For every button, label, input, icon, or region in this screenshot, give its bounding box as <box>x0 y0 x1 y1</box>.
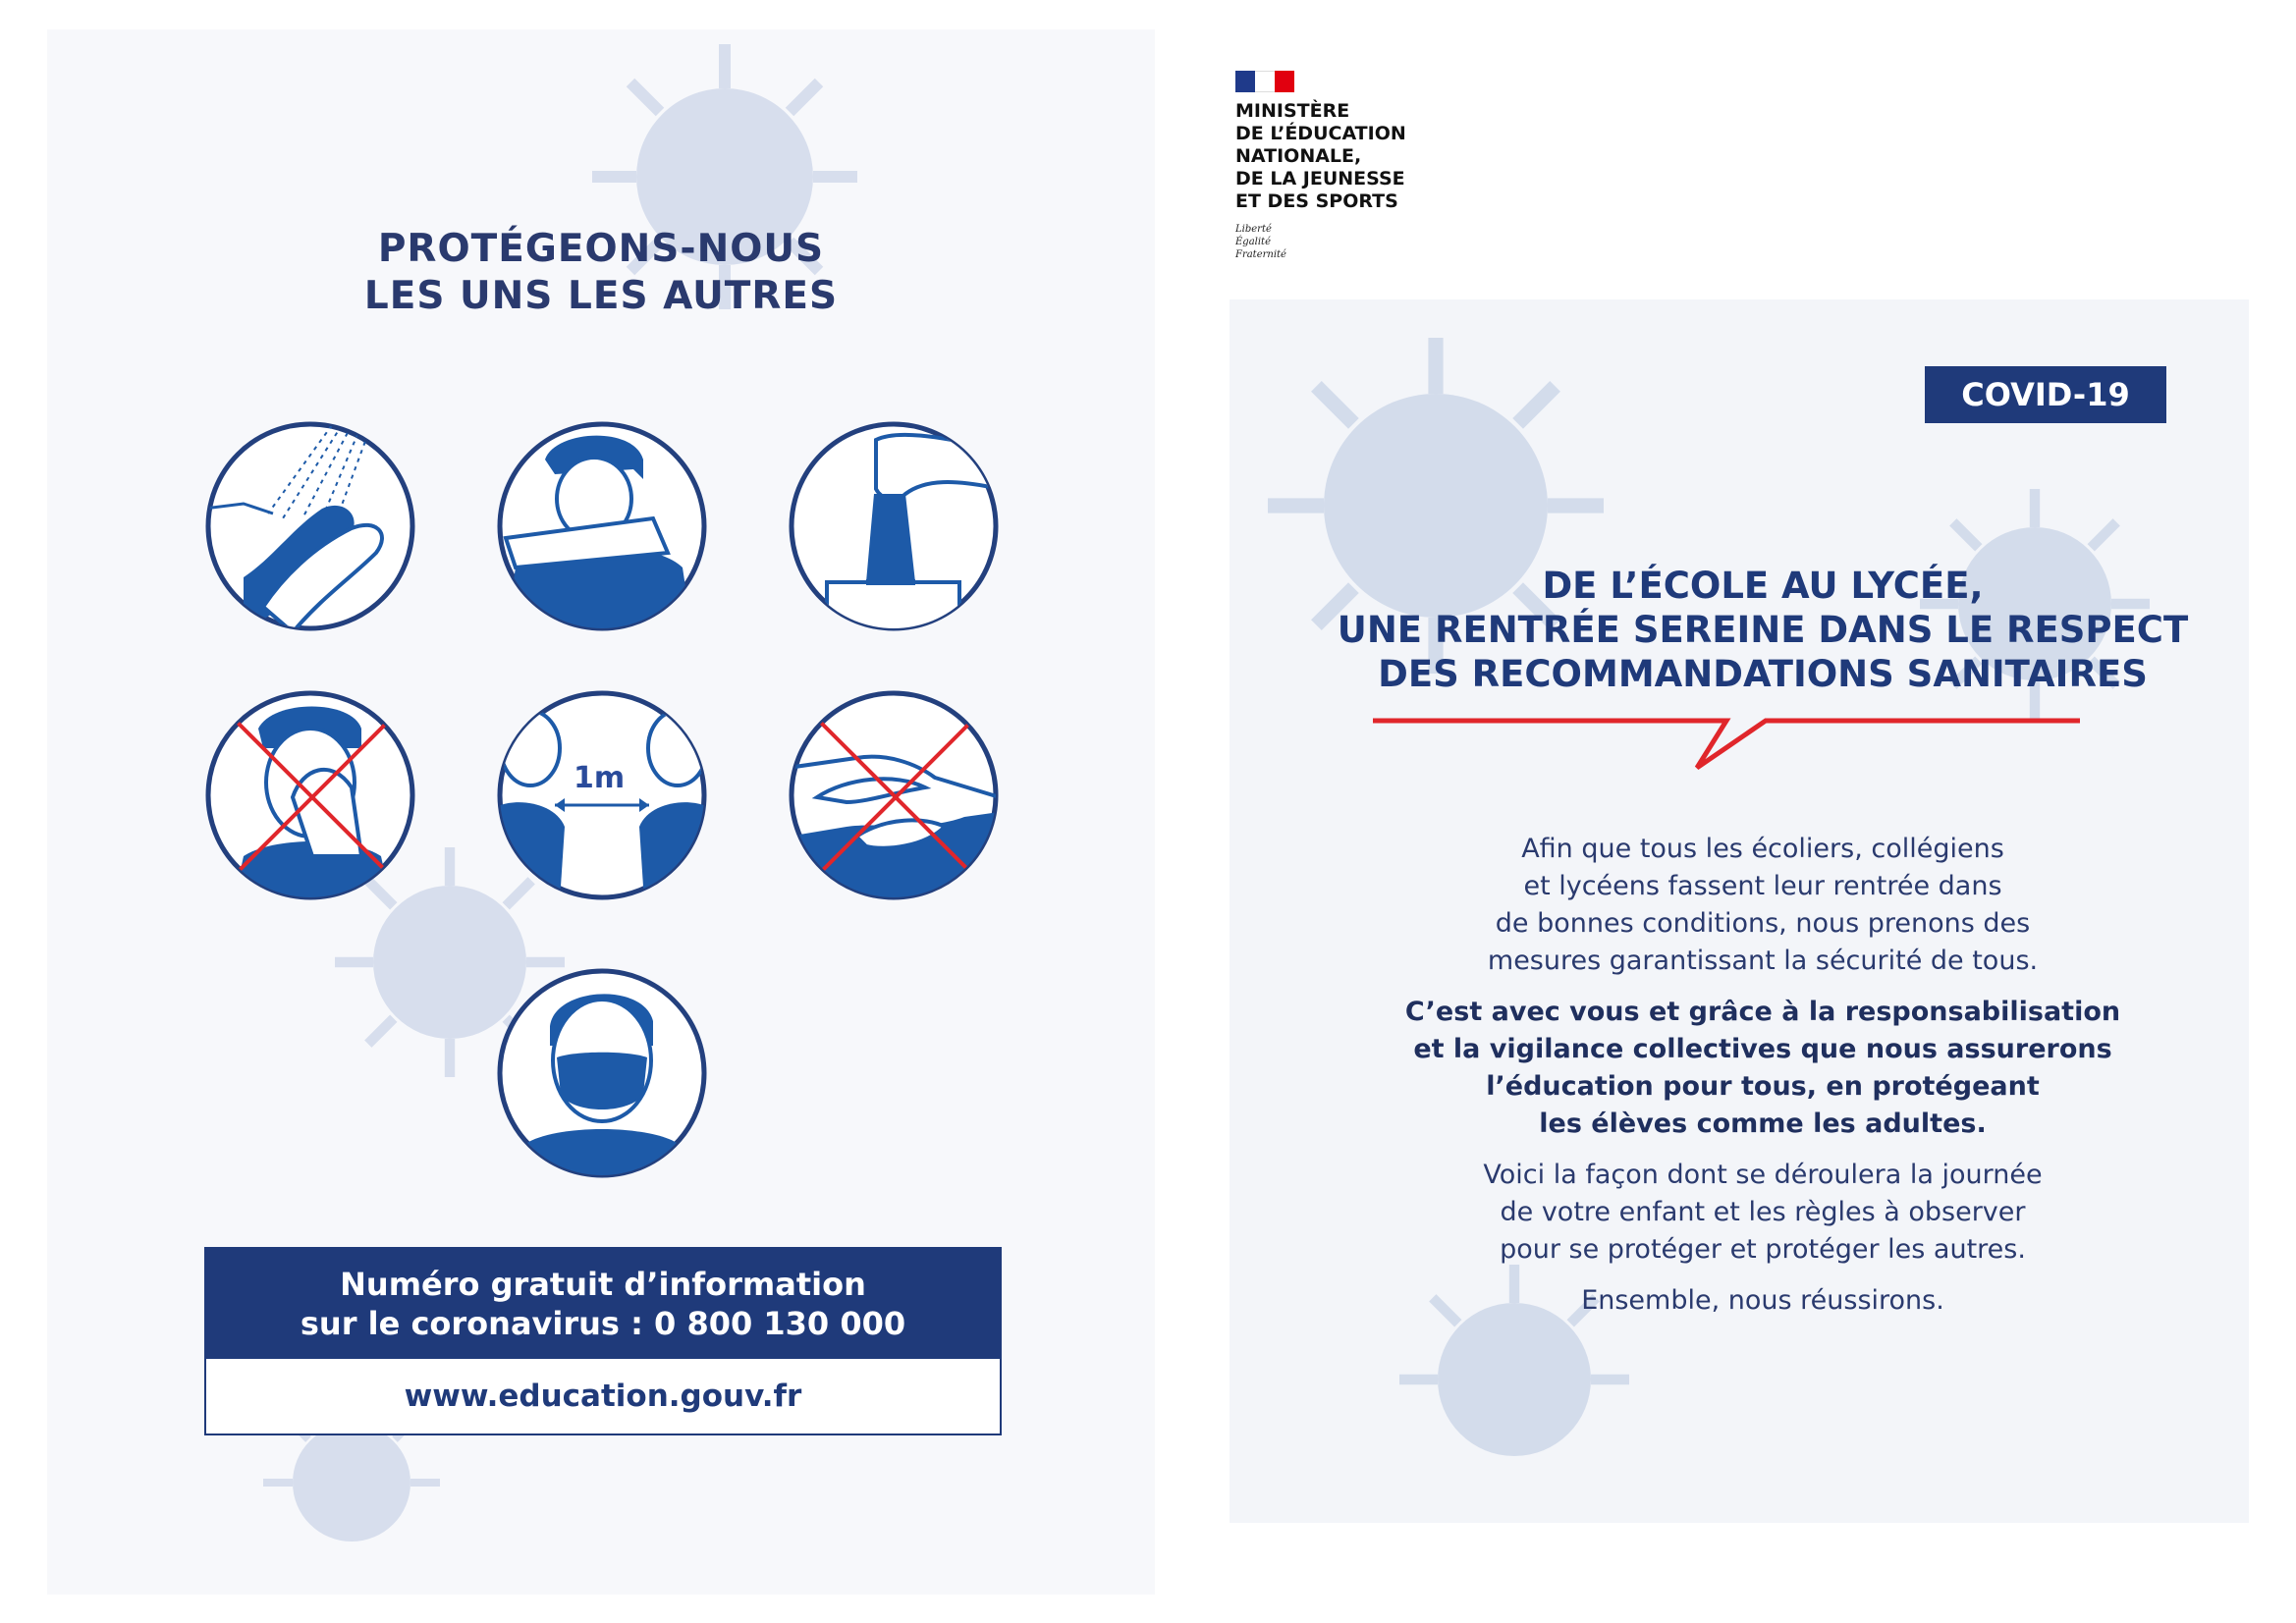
text-line: C’est avec vous et grâce à la responsabilisation <box>1404 997 2121 1027</box>
hand-washing-picto <box>204 420 416 632</box>
text-line: Afin que tous les écoliers, collégiens <box>1521 834 2004 864</box>
speech-bubble-underline <box>1373 711 2080 772</box>
ministry-line: MINISTÈRE <box>1235 100 1350 122</box>
hotline-line: Numéro gratuit d’information <box>340 1266 866 1303</box>
explanation-paragraph <box>1306 1157 2219 1269</box>
distance-label: 1m <box>574 761 626 795</box>
text-line: Voici la façon dont se déroulera la journée <box>1483 1160 2043 1190</box>
ministry-line: DE LA JEUNESSE <box>1235 168 1405 189</box>
ministry-line: ET DES SPORTS <box>1235 190 1398 212</box>
motto-line: Liberté <box>1235 224 1272 235</box>
emphasis-paragraph <box>1306 994 2219 1143</box>
text-line: pour se protéger et protéger les autres. <box>1500 1234 2026 1265</box>
text-line: mesures garantissant la sécurité de tous. <box>1487 946 2039 976</box>
no-face-touching-picto <box>204 689 416 901</box>
ministry-line: NATIONALE, <box>1235 145 1362 167</box>
left-title-line: PROTÉGEONS-NOUS <box>377 227 825 271</box>
info-box <box>204 1247 1002 1435</box>
text-line: et la vigilance collectives que nous assurerons <box>1413 1034 2112 1064</box>
closing-paragraph <box>1306 1282 2219 1320</box>
body-text <box>1306 831 2219 1333</box>
face-mask-icon <box>496 967 708 1179</box>
no-handshake-icon <box>788 689 1000 901</box>
flag-icon <box>1235 71 1294 92</box>
republic-motto <box>1235 223 1451 261</box>
ministry-name <box>1235 100 1451 213</box>
intro-paragraph <box>1306 831 2219 980</box>
website-link[interactable]: www.education.gouv.fr <box>404 1379 802 1414</box>
social-distance-icon <box>496 689 708 901</box>
cough-in-elbow-icon <box>496 420 708 632</box>
cough-in-elbow-picto <box>496 420 708 632</box>
no-handshake-picto <box>788 689 1000 901</box>
tissue-bin-icon <box>788 420 1000 632</box>
text-line: de votre enfant et les règles à observer <box>1500 1197 2026 1227</box>
left-title-line: LES UNS LES AUTRES <box>363 274 839 318</box>
motto-line: Égalité <box>1235 237 1271 247</box>
ministry-logo <box>1235 71 1451 261</box>
text-line: et lycéens fassent leur rentrée dans <box>1523 871 2002 901</box>
hotline-band <box>206 1249 1000 1359</box>
right-title-line: UNE RENTRÉE SEREINE DANS LE RESPECT <box>1337 609 2189 651</box>
no-face-touching-icon <box>204 689 416 901</box>
covid-badge: COVID-19 <box>1925 366 2166 423</box>
left-page-title <box>0 226 1202 320</box>
ministry-line: DE L’ÉDUCATION <box>1235 123 1406 144</box>
hotline-number: sur le coronavirus : 0 800 130 000 <box>300 1305 906 1342</box>
social-distance-picto <box>496 689 708 901</box>
hand-washing-icon <box>204 420 416 632</box>
right-title-line: DE L’ÉCOLE AU LYCÉE, <box>1542 565 1984 607</box>
text-line: Ensemble, nous réussirons. <box>1581 1285 1944 1316</box>
right-page-title <box>1267 564 2259 696</box>
face-mask-picto <box>496 967 708 1179</box>
right-title-line: DES RECOMMANDATIONS SANITAIRES <box>1378 653 2148 695</box>
text-line: les élèves comme les adultes. <box>1539 1109 1987 1139</box>
text-line: de bonnes conditions, nous prenons des <box>1495 908 2031 939</box>
motto-line: Fraternité <box>1235 249 1286 260</box>
text-line: l’éducation pour tous, en protégeant <box>1486 1071 2040 1102</box>
tissue-bin-picto <box>788 420 1000 632</box>
